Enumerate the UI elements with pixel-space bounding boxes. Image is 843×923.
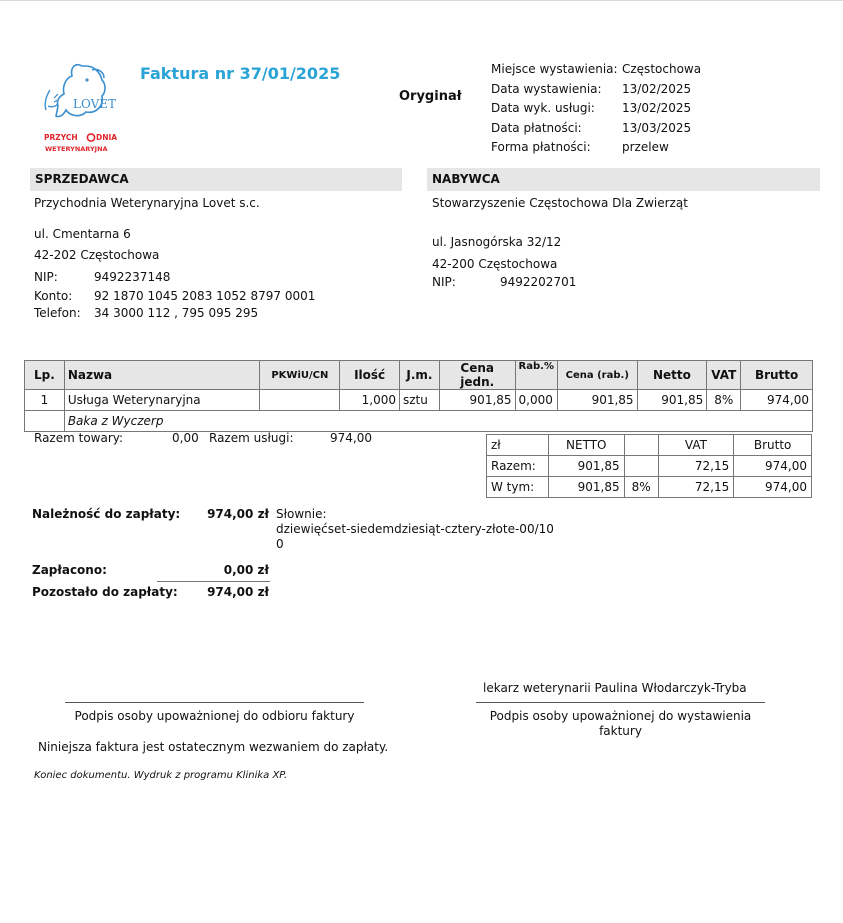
final-notice: Niniejsza faktura jest ostatecznym wezwaniem do zapłaty. — [38, 740, 389, 754]
buyer-street: ul. Jasnogórska 32/12 — [432, 235, 562, 249]
buyer-city: 42-200 Częstochowa — [432, 257, 558, 271]
col-discount: Rab.% — [515, 361, 557, 390]
receiver-signature-line — [65, 702, 364, 703]
meta-row: Forma płatności: przelew — [491, 140, 669, 154]
amount-due-label: Należność do zapłaty: — [32, 507, 181, 521]
receiver-signature-caption: Podpis osoby upoważnionej do odbioru faktury — [74, 709, 355, 723]
issuer-signature-caption: Podpis osoby upoważnionej do wystawienia faktury — [489, 709, 752, 738]
buyer-nip: NIP: 9492202701 — [432, 275, 577, 289]
col-unit: J.m. — [400, 361, 440, 390]
totals-header-row: zł NETTO VAT Brutto — [487, 435, 812, 456]
summary-line: Razem towary: 0,00 Razem usługi: 974,00 — [34, 431, 372, 445]
paid-underline — [157, 581, 270, 582]
col-net: Netto — [637, 361, 707, 390]
totals-table — [486, 434, 812, 498]
totals-breakdown-row: W tym: 901,85 8% 72,15 974,00 — [487, 477, 812, 498]
svg-text:PRZYCH: PRZYCH — [44, 133, 78, 142]
clinic-logo — [40, 60, 122, 155]
invoice-meta — [491, 62, 701, 160]
col-vat: VAT — [707, 361, 741, 390]
buyer-heading: NABYWCA — [427, 168, 820, 191]
items-header-row — [25, 361, 813, 390]
items-table — [24, 360, 813, 432]
col-lp: Lp. — [25, 361, 65, 390]
dog-head-icon — [40, 60, 122, 155]
totals-sum-row: Razem: 901,85 72,15 974,00 — [487, 456, 812, 477]
original-label: Oryginał — [399, 89, 462, 104]
svg-text:WETERYNARYJNA: WETERYNARYJNA — [45, 145, 108, 153]
col-qty: Ilość — [340, 361, 400, 390]
col-gross: Brutto — [741, 361, 813, 390]
table-row: 1 Usługa Weterynaryjna 1,000 sztu 901,85 0,000 901,85 901,85 8% 974,00 — [25, 390, 813, 411]
remaining-label: Pozostało do zapłaty: — [32, 585, 178, 599]
seller-phone: Telefon: 34 3000 112 , 795 095 295 — [34, 306, 259, 320]
col-price: Cena jedn. — [439, 361, 515, 390]
amount-due: 974,00 zł — [207, 507, 269, 521]
paid-amount: 0,00 zł — [223, 563, 269, 577]
seller-street: ul. Cmentarna 6 — [34, 227, 131, 241]
col-pkwiu: PKWiU/CN — [260, 361, 340, 390]
seller-heading: SPRZEDAWCA — [30, 168, 402, 191]
top-border — [0, 0, 843, 1]
meta-row: Data wystawienia: 13/02/2025 — [491, 81, 692, 96]
amount-words-label: Słownie: — [276, 507, 327, 521]
meta-row: Data wyk. usługi: 13/02/2025 — [491, 101, 692, 115]
table-row-note — [25, 411, 813, 432]
seller-city: 42-202 Częstochowa — [34, 248, 160, 262]
logo-brand: LOVET — [73, 97, 117, 111]
issuer-name: lekarz weterynarii Paulina Włodarczyk-Tryba — [483, 681, 747, 695]
paid-label: Zapłacono: — [32, 563, 107, 577]
col-name: Nazwa — [64, 361, 260, 390]
issuer-signature-line — [476, 702, 765, 703]
svg-text:DNIA: DNIA — [96, 133, 118, 142]
invoice-title: Faktura nr 37/01/2025 — [140, 64, 341, 83]
amount-words: dziewięćset-siedemdziesiąt-cztery-złote-00/10 — [276, 522, 554, 536]
document-footer: Koniec dokumentu. Wydruk z programu Klinika XP. — [34, 770, 288, 781]
buyer-name: Stowarzyszenie Częstochowa Dla Zwierząt — [432, 196, 688, 210]
meta-row: Miejsce wystawienia: Częstochowa — [491, 62, 702, 76]
amount-words-cont: 0 — [276, 537, 284, 551]
meta-row: Data płatności: 13/03/2025 — [491, 120, 692, 135]
col-price-discounted: Cena (rab.) — [557, 361, 637, 390]
seller-nip: NIP: 9492237148 — [34, 270, 171, 284]
item-note: Baka z Wyczerp — [64, 411, 812, 432]
seller-account: Konto: 92 1870 1045 2083 1052 8797 0001 — [34, 289, 316, 303]
remaining-amount: 974,00 zł — [207, 585, 269, 599]
seller-name: Przychodnia Weterynaryjna Lovet s.c. — [34, 196, 260, 210]
